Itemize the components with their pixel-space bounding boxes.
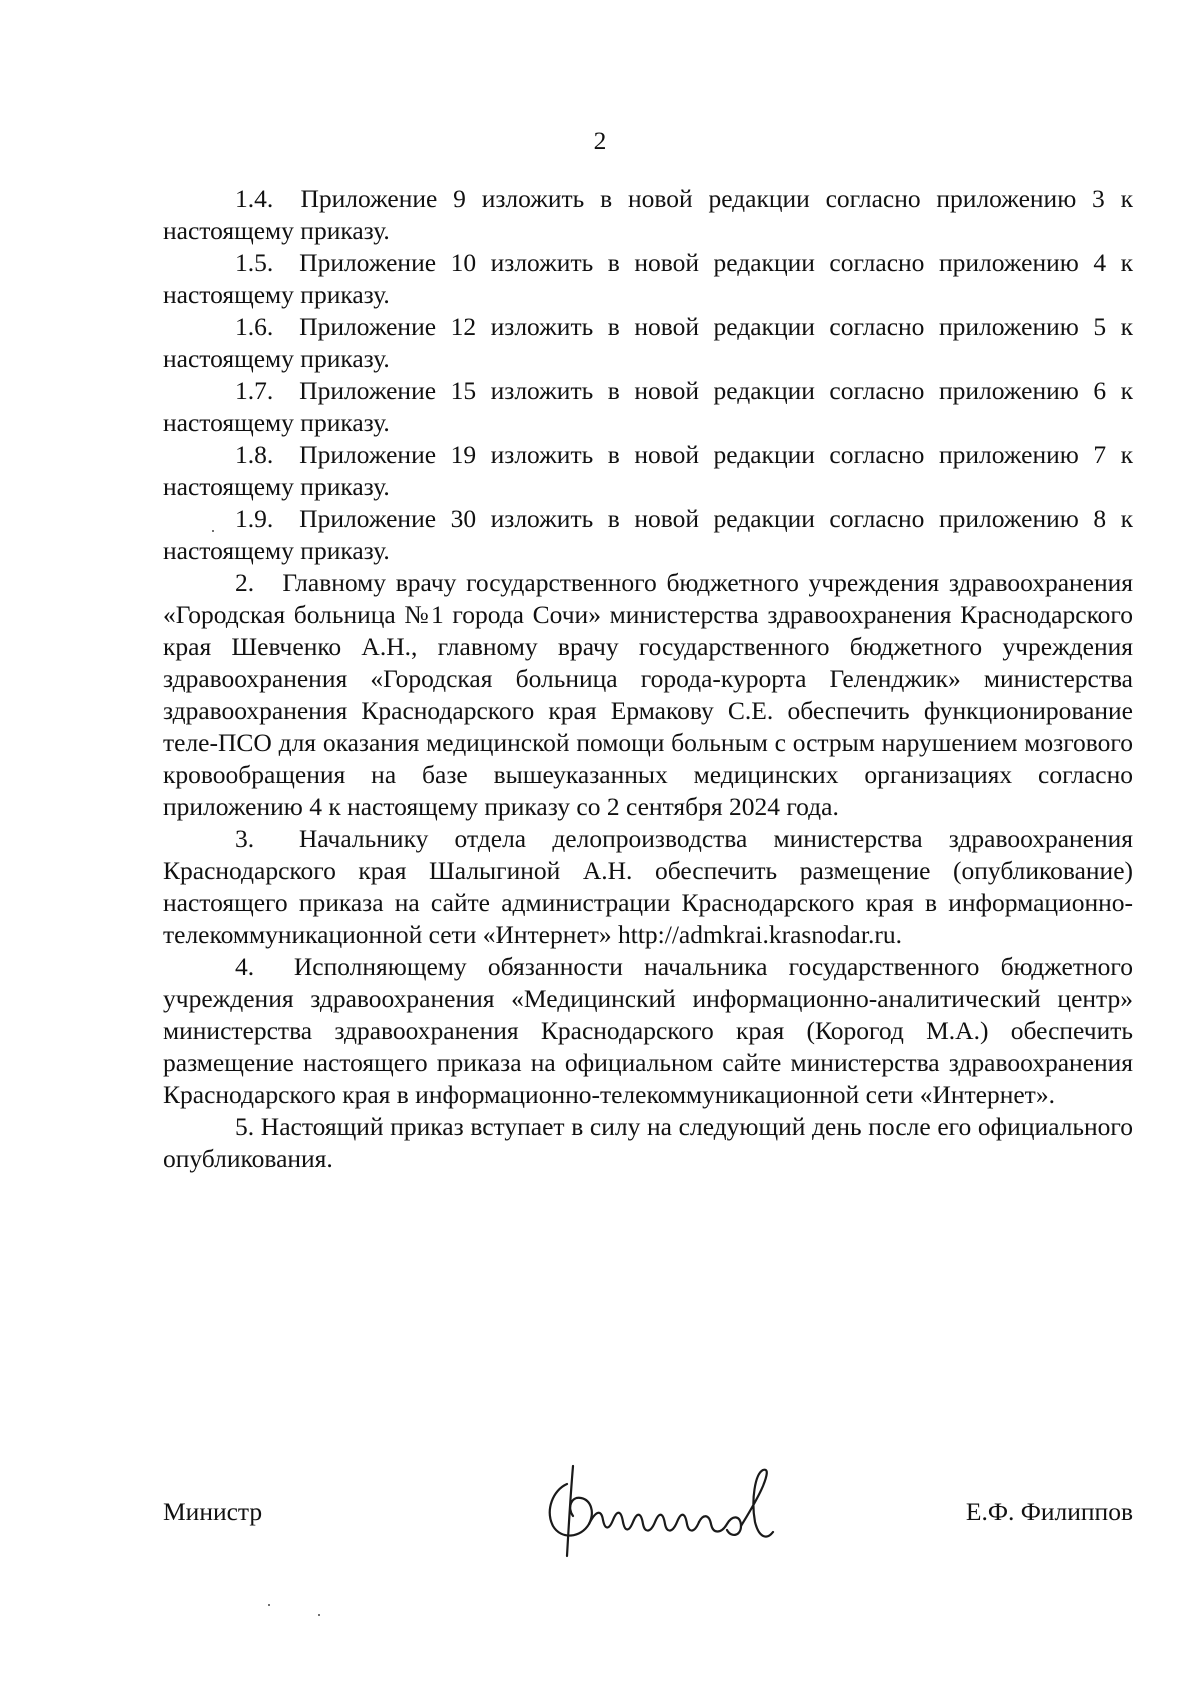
signature-block: [163, 1460, 1133, 1570]
signatory-name: Е.Ф. Филиппов: [965, 1497, 1133, 1526]
scan-speck: [268, 1604, 270, 1606]
scan-speck: [212, 530, 214, 532]
paragraph-4: 4. Исполняющему обязанности начальника государственного бюджетного учреждения здравоохранения «Медицинский информационно-аналитический центр» министерства здравоохранения Краснодарского края (Корогод М.А.) обеспечить размещение настоящего приказа на официальном сайте министерства здравоохранения Краснодарского края в информационно-телекоммуникационной сети «Интернет».: [163, 952, 1140, 1109]
document-body: [163, 183, 1140, 1175]
scan-speck: [318, 1614, 320, 1616]
paragraph-1-5: 1.5. Приложение 10 изложить в новой редакции согласно приложению 4 к настоящему приказу.: [163, 248, 1140, 309]
paragraph-5: 5. Настоящий приказ вступает в силу на следующий день после его официального опубликования.: [163, 1112, 1140, 1173]
signatory-title: Министр: [163, 1497, 263, 1526]
page-number: 2: [593, 126, 607, 155]
handwritten-signature: [523, 1460, 813, 1570]
paragraph-1-7: 1.7. Приложение 15 изложить в новой редакции согласно приложению 6 к настоящему приказу.: [163, 376, 1140, 437]
paragraph-1-4: 1.4. Приложение 9 изложить в новой редакции согласно приложению 3 к настоящему приказу.: [163, 184, 1140, 245]
paragraph-2: 2. Главному врачу государственного бюджетного учреждения здравоохранения «Городская больница №1 города Сочи» министерства здравоохранения Краснодарского края Шевченко А.Н., главному врачу государственного бюджетного учреждения здравоохранения «Городская больница города-курорта Геленджик» министерства здравоохранения Краснодарского края Ермакову С.Е. обеспечить функционирование теле-ПСО для оказания медицинской помощи больным с острым нарушением мозгового кровообращения на базе вышеуказанных медицинских организациях согласно приложению 4 к настоящему приказу со 2 сентября 2024 года.: [163, 568, 1140, 821]
paragraph-1-6: 1.6. Приложение 12 изложить в новой редакции согласно приложению 5 к настоящему приказу.: [163, 312, 1140, 373]
paragraph-3: 3. Начальнику отдела делопроизводства министерства здравоохранения Краснодарского края Шалыгиной А.Н. обеспечить размещение (опубликование) настоящего приказа на сайте администрации Краснодарского края в информационно-телекоммуникационной сети «Интернет» http://admkrai.krasnodar.ru.: [163, 824, 1140, 949]
paragraph-1-8: 1.8. Приложение 19 изложить в новой редакции согласно приложению 7 к настоящему приказу.: [163, 440, 1140, 501]
paragraph-1-9: 1.9. Приложение 30 изложить в новой редакции согласно приложению 8 к настоящему приказу.: [163, 504, 1140, 565]
